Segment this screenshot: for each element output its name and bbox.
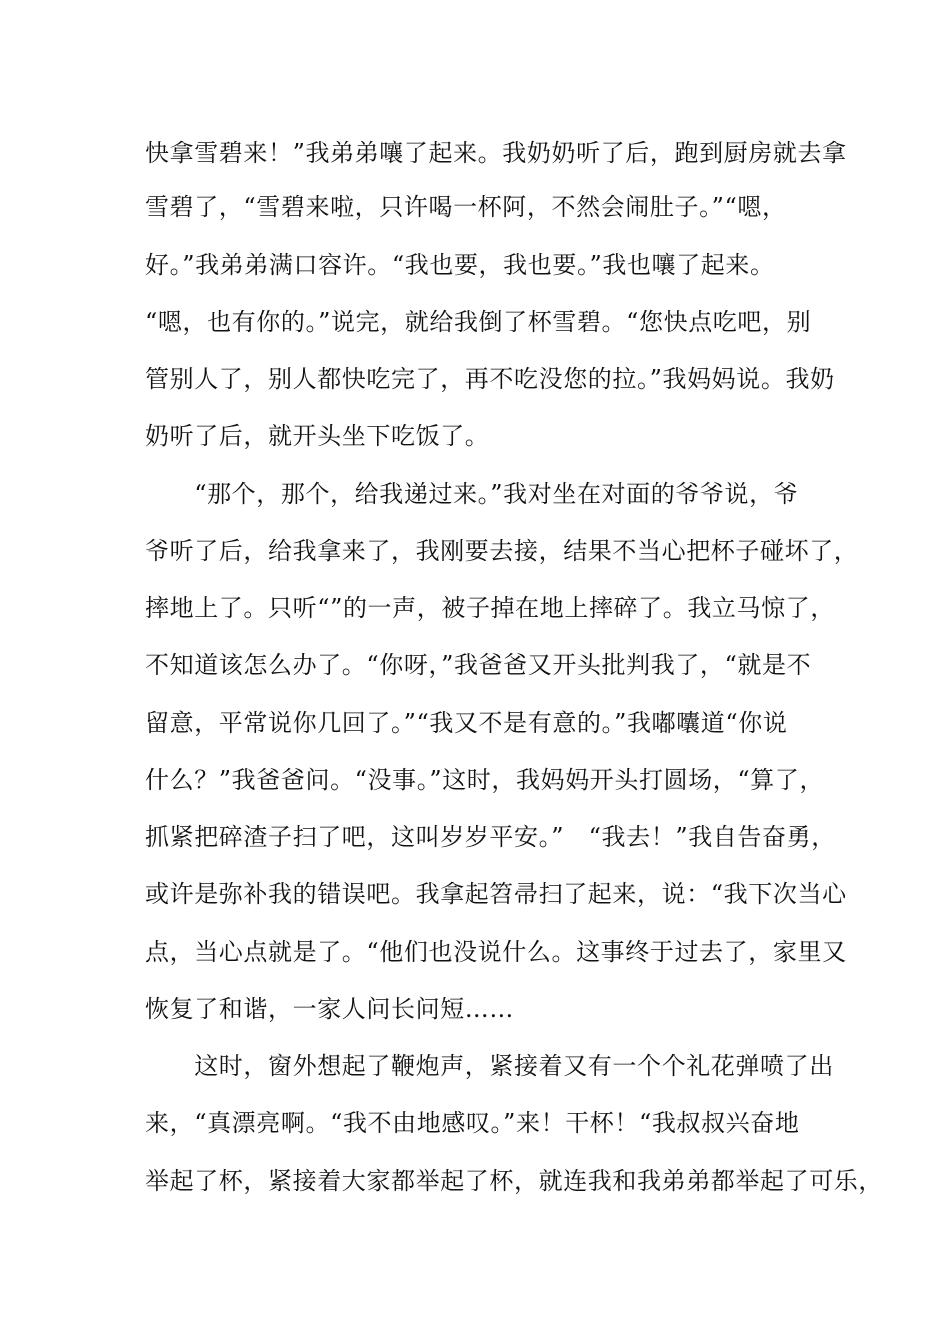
text-line: 这时，窗外想起了鞭炮声，紧接着又有一个个礼花弹喷了出 xyxy=(145,1052,834,1080)
text-line: 雪碧了，“雪碧来啦，只许喝一杯阿，不然会闹肚子。”“嗯， xyxy=(145,193,787,221)
text-line: 留意，平常说你几回了。”“我又不是有意的。”我嘟囔道“你说 xyxy=(145,709,788,737)
text-line: 不知道该怎么办了。“你呀，”我爸爸又开头批判我了，“就是不 xyxy=(145,651,812,679)
text-line: 或许是弥补我的错误吧。我拿起笤帚扫了起来，说：“我下次当心 xyxy=(145,880,847,908)
text-line: 恢复了和谐，一家人问长问短…… xyxy=(145,995,514,1023)
text-line: “嗯，也有你的。”说完，就给我倒了杯雪碧。“您快点吃吧，别 xyxy=(145,308,812,336)
text-line: 点，当心点就是了。“他们也没说什么。这事终于过去了，家里又 xyxy=(145,938,847,966)
text-line: 什么？”我爸爸问。“没事。”这时，我妈妈开头打圆场，“算了， xyxy=(145,766,825,794)
text-line: “那个，那个，给我递过来。”我对坐在对面的爷爷说，爷 xyxy=(145,480,799,508)
text-line: 管别人了，别人都快吃完了，再不吃没您的拉。”我妈妈说。我奶 xyxy=(145,365,835,393)
text-line: 好。”我弟弟满口容许。“我也要，我也要。”我也嚷了起来。 xyxy=(145,251,775,279)
text-line: 奶听了后，就开头坐下吃饭了。 xyxy=(145,422,490,450)
text-line: 快拿雪碧来！”我弟弟嚷了起来。我奶奶听了后，跑到厨房就去拿 xyxy=(145,139,847,167)
text-line: 抓紧把碎渣子扫了吧，这叫岁岁平安。” “我去！”我自告奋勇， xyxy=(145,823,836,851)
text-line: 爷听了后，给我拿来了，我刚要去接，结果不当心把杯子碰坏了， xyxy=(145,537,859,565)
text-line: 举起了杯，紧接着大家都举起了杯，就连我和我弟弟都举起了可乐， xyxy=(145,1167,883,1195)
text-line: 来，“真漂亮啊。“我不由地感叹。”来！干杯！“我叔叔兴奋地 xyxy=(145,1109,800,1137)
text-line: 摔地上了。只听“”的一声，被子掉在地上摔碎了。我立马惊了， xyxy=(145,594,835,622)
